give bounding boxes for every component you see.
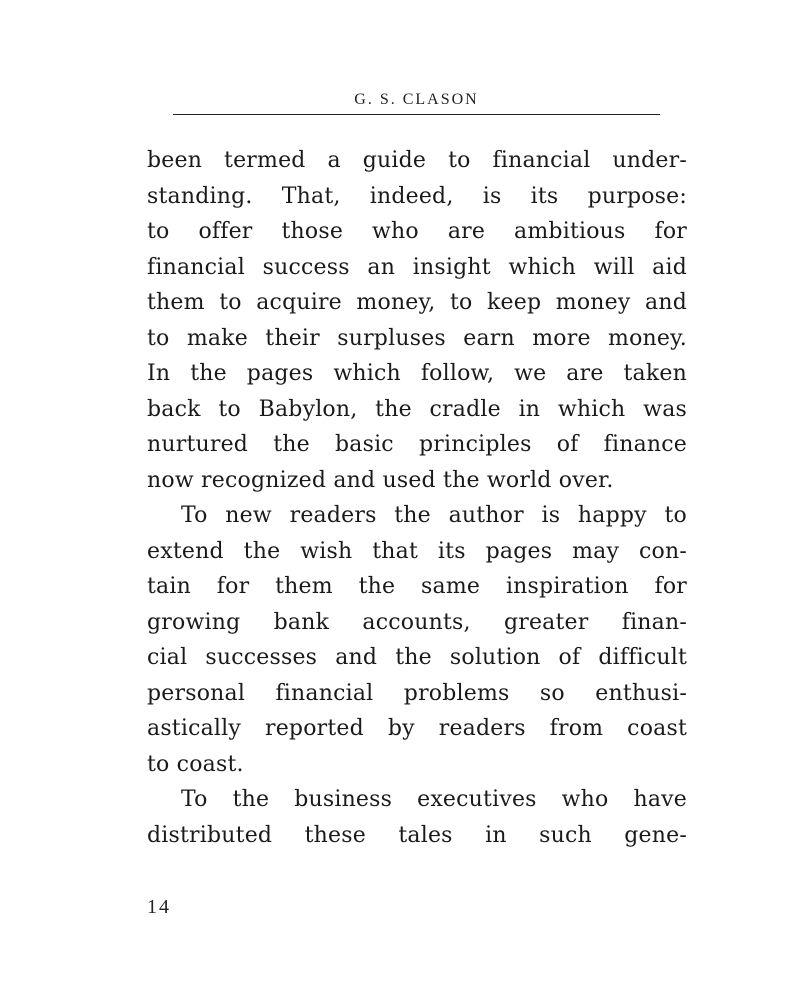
text-line: been termed a guide to financial under- [147, 148, 687, 173]
text-line: In the pages which follow, we are taken [147, 361, 687, 386]
body-text [147, 143, 687, 853]
paragraph [147, 498, 687, 782]
text-line: to make their surpluses earn more money. [147, 325, 687, 351]
text-line: nurtured the basic principles of finance [147, 432, 687, 457]
paragraph [147, 782, 687, 853]
text-line: To the business executives who have [181, 787, 687, 812]
text-line: financial success an insight which will aid [147, 254, 687, 280]
text-line: standing. That, indeed, is its purpose: [147, 183, 687, 209]
text-line: them to acquire money, to keep money and [147, 290, 687, 315]
text-line: tain for them the same inspiration for [147, 574, 687, 599]
paragraph [147, 143, 687, 498]
text-line: now recognized and used the world over. [147, 467, 614, 493]
text-line: to coast. [147, 751, 244, 777]
page-number: 14 [147, 896, 171, 918]
text-line: back to Babylon, the cradle in which was [147, 396, 687, 422]
text-line: astically reported by readers from coast [147, 716, 687, 741]
running-head: G. S. CLASON [354, 91, 479, 108]
text-line: distributed these tales in such gene- [147, 822, 687, 848]
text-line: growing bank accounts, greater finan- [147, 609, 687, 635]
text-line: extend the wish that its pages may con- [147, 538, 687, 564]
text-line: To new readers the author is happy to [181, 503, 687, 528]
text-line: to offer those who are ambitious for [147, 219, 687, 244]
text-line: cial successes and the solution of difficult [147, 645, 687, 670]
header-rule [173, 114, 660, 115]
text-line: personal financial problems so enthusi- [147, 680, 687, 706]
